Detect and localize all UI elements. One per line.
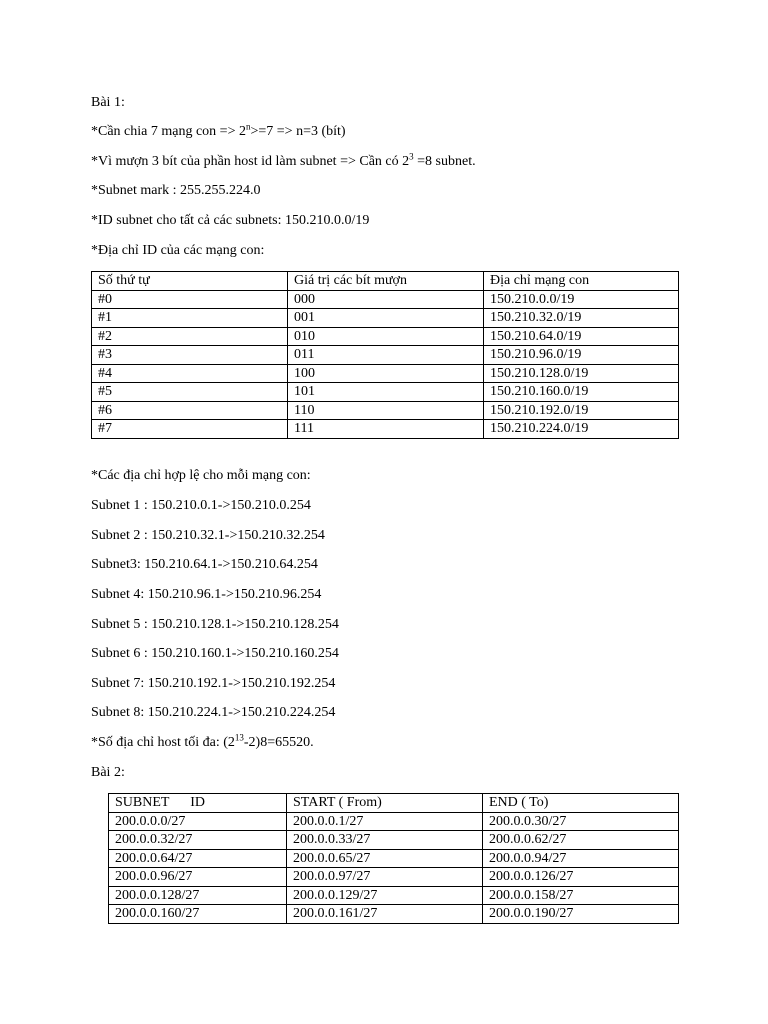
table-cell: 200.0.0.1/27 (287, 812, 483, 831)
table-cell: #2 (92, 327, 288, 346)
table-header-cell: Địa chỉ mạng con (484, 272, 679, 291)
subnet-range-6: Subnet 6 : 150.210.160.1->150.210.160.254 (91, 646, 339, 661)
table-row (92, 383, 679, 402)
table-cell: 200.0.0.94/27 (483, 849, 679, 868)
subnet-range-5: Subnet 5 : 150.210.128.1->150.210.128.254 (91, 617, 339, 632)
table-cell: #4 (92, 364, 288, 383)
table-cell: 000 (288, 290, 484, 309)
max-hosts-text: *Số địa chỉ host tối đa: (2 (91, 735, 235, 750)
table-cell: 200.0.0.190/27 (483, 905, 679, 924)
table-cell: #0 (92, 290, 288, 309)
exponent: 3 (409, 151, 414, 162)
table-cell: 200.0.0.126/27 (483, 868, 679, 887)
table-row (109, 886, 679, 905)
table-cell: 200.0.0.0/27 (109, 812, 287, 831)
table-cell: 011 (288, 346, 484, 365)
table-row (92, 420, 679, 439)
table-cell: 150.210.128.0/19 (484, 364, 679, 383)
table-header-cell: START ( From) (287, 794, 483, 813)
table-header-cell: Giá trị các bít mượn (288, 272, 484, 291)
table-cell: 200.0.0.33/27 (287, 831, 483, 850)
max-hosts-result: -2)8=65520. (243, 735, 314, 750)
subnet-mask-line: *Subnet mark : 255.255.224.0 (91, 183, 261, 198)
table-header-row (109, 794, 679, 813)
table-cell: 111 (288, 420, 484, 439)
table-cell: 100 (288, 364, 484, 383)
valid-addresses-heading: *Các địa chỉ hợp lệ cho mỗi mạng con: (91, 468, 311, 483)
table-row (92, 309, 679, 328)
borrow-bits-result: =8 subnet. (413, 154, 476, 169)
requirement-text: *Cần chia 7 mạng con => 2 (91, 124, 246, 139)
table-cell: 200.0.0.128/27 (109, 886, 287, 905)
table-row (109, 868, 679, 887)
table-cell: 200.0.0.161/27 (287, 905, 483, 924)
table-cell: 150.210.160.0/19 (484, 383, 679, 402)
requirement-result: >=7 => n=3 (bít) (250, 124, 346, 139)
subnet-addresses-heading: *Địa chỉ ID của các mạng con: (91, 243, 265, 258)
table-row (92, 346, 679, 365)
table-cell: #6 (92, 401, 288, 420)
table-header-cell: Số thứ tự (92, 272, 288, 291)
table-cell: 150.210.224.0/19 (484, 420, 679, 439)
borrow-bits-text: *Vì mượn 3 bít của phần host id làm subnet => Cần có 2 (91, 154, 410, 169)
table-row (92, 290, 679, 309)
subnet-range-1: Subnet 1 : 150.210.0.1->150.210.0.254 (91, 498, 311, 513)
table-cell: 010 (288, 327, 484, 346)
table-cell: 150.210.96.0/19 (484, 346, 679, 365)
exponent: n (245, 121, 251, 132)
table-cell: 200.0.0.129/27 (287, 886, 483, 905)
table-cell: 200.0.0.62/27 (483, 831, 679, 850)
bai1-heading: Bài 1: (91, 95, 125, 110)
subnet-range-2: Subnet 2 : 150.210.32.1->150.210.32.254 (91, 528, 325, 543)
table-cell: 110 (288, 401, 484, 420)
table-cell: 101 (288, 383, 484, 402)
bai2-heading: Bài 2: (91, 765, 125, 780)
subnet-range-8: Subnet 8: 150.210.224.1->150.210.224.254 (91, 705, 336, 720)
table-header-cell: SUBNET ID (109, 794, 287, 813)
table-cell: 200.0.0.32/27 (109, 831, 287, 850)
table-row (92, 327, 679, 346)
table-header-cell: END ( To) (483, 794, 679, 813)
table-cell: 150.210.0.0/19 (484, 290, 679, 309)
table-row (109, 831, 679, 850)
table-header-row (92, 272, 679, 291)
table-cell: #3 (92, 346, 288, 365)
table-cell: 150.210.192.0/19 (484, 401, 679, 420)
table-cell: 200.0.0.64/27 (109, 849, 287, 868)
table-cell: 200.0.0.65/27 (287, 849, 483, 868)
table-cell: #7 (92, 420, 288, 439)
table-row (92, 401, 679, 420)
table-cell: 200.0.0.160/27 (109, 905, 287, 924)
table-row (109, 812, 679, 831)
table-cell: #5 (92, 383, 288, 402)
table-cell: 200.0.0.97/27 (287, 868, 483, 887)
table-cell: 200.0.0.96/27 (109, 868, 287, 887)
table-row (109, 849, 679, 868)
table-row (92, 364, 679, 383)
table-cell: #1 (92, 309, 288, 328)
table-cell: 150.210.32.0/19 (484, 309, 679, 328)
borrow-bits-line (91, 151, 476, 170)
subnet-table (91, 271, 679, 439)
requirement-line (91, 121, 346, 140)
subnet-range-3: Subnet3: 150.210.64.1->150.210.64.254 (91, 557, 318, 572)
max-hosts-line (91, 732, 314, 751)
exponent: 13 (234, 732, 244, 743)
subnet-range-7: Subnet 7: 150.210.192.1->150.210.192.254 (91, 676, 336, 691)
subnet-range-table (108, 793, 679, 924)
table-cell: 200.0.0.158/27 (483, 886, 679, 905)
table-cell: 001 (288, 309, 484, 328)
table-cell: 150.210.64.0/19 (484, 327, 679, 346)
subnet-id-line: *ID subnet cho tất cả các subnets: 150.210.0.0/19 (91, 213, 370, 228)
table-cell: 200.0.0.30/27 (483, 812, 679, 831)
table-row (109, 905, 679, 924)
subnet-range-4: Subnet 4: 150.210.96.1->150.210.96.254 (91, 587, 322, 602)
